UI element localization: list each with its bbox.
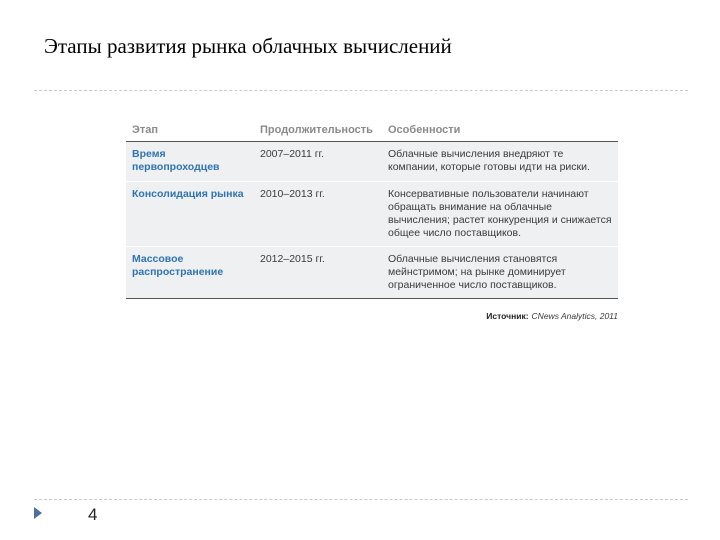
source-label: Источник: <box>486 311 529 321</box>
table-source <box>360 311 618 321</box>
period-cell: 2012–2015 гг. <box>260 253 325 265</box>
period-cell: 2007–2011 гг. <box>260 148 324 160</box>
top-divider <box>34 90 688 91</box>
features-cell: Облачные вычисления становятся мейнстримом; на рынке доминирует ограниченное число поставщиков. <box>388 253 566 291</box>
bottom-divider <box>34 499 688 500</box>
table-header-row <box>126 118 618 142</box>
header-duration: Продолжительность <box>254 118 382 142</box>
header-stage: Этап <box>126 118 254 142</box>
features-cell: Консервативные пользователи начинают обращать внимание на облачные вычисления; растет конкуренция и снижается общее число поставщиков. <box>388 188 612 239</box>
stage-cell: Массовое распространение <box>132 253 224 278</box>
header-features: Особенности <box>382 118 618 142</box>
features-cell: Облачные вычисления внедряют те компании, которые готовы идти на риски. <box>388 148 590 173</box>
triangle-right-icon <box>34 507 42 519</box>
market-stages-table <box>126 118 618 299</box>
table-row <box>126 182 618 247</box>
table-row <box>126 142 618 182</box>
stage-cell: Время первопроходцев <box>132 148 220 173</box>
stage-cell: Консолидация рынка <box>132 188 244 200</box>
table-row <box>126 247 618 299</box>
period-cell: 2010–2013 гг. <box>260 188 325 200</box>
source-text: CNews Analytics, 2011 <box>531 311 618 321</box>
page-number: 4 <box>88 505 98 524</box>
slide-title: Этапы развития рынка облачных вычислений <box>44 34 452 58</box>
